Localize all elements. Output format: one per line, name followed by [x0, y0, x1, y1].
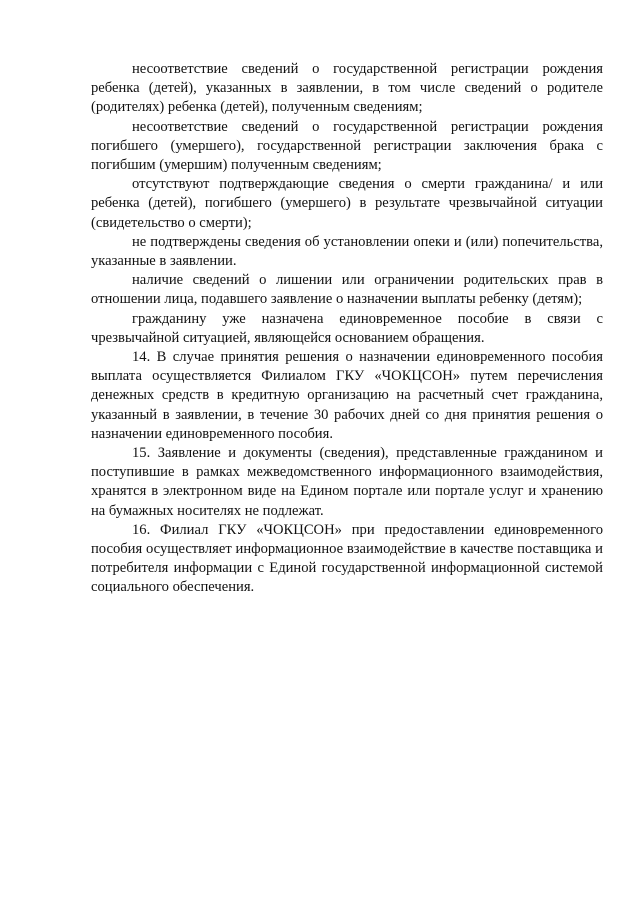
paragraph-mismatch-deceased-registration: несоответствие сведений о государственной регистрации рождения погибшего (умершего), государственной регистрации заключения брака с погибшим (умершим) полученным сведениям;	[91, 118, 603, 174]
paragraph-missing-death-confirmation: отсутствуют подтверждающие сведения о смерти гражданина/ и или ребенка (детей), погибшего (умершего) в результате чрезвычайной ситуации (свидетельство о смерти);	[91, 176, 603, 231]
paragraph-item-16-information-exchange: 16. Филиал ГКУ «ЧОКЦСОН» при предоставлении единовременного пособия осуществляет информационное взаимодействие в качестве поставщика и потребителя информации с Единой государственной информационной системой социального обеспечения.	[91, 521, 603, 596]
paragraph-item-14-payment: 14. В случае принятия решения о назначении единовременного пособия выплата осуществляется Филиалом ГКУ «ЧОКЦСОН» путем перечисления денежных средств в кредитную организацию на расчетный счет гражданина, указанный в заявлении, в течение 30 рабочих дней со дня принятия решения о назначении единовременного пособия.	[91, 349, 603, 442]
paragraph-guardianship-not-confirmed: не подтверждены сведения об установлении опеки и (или) попечительства, указанные в заявлении.	[91, 233, 603, 270]
paragraph-benefit-already-assigned: гражданину уже назначена единовременное пособие в связи с чрезвычайной ситуацией, являющейся основанием обращения.	[91, 310, 603, 346]
paragraph-parental-rights-deprivation: наличие сведений о лишении или ограничении родительских прав в отношении лица, подавшего заявление о назначении выплаты ребенку (детям);	[91, 272, 603, 308]
paragraph-item-15-storage: 15. Заявление и документы (сведения), представленные гражданином и поступившие в рамках межведомственного информационного взаимодействия, хранятся в электронном виде на Едином портале или портале услуг и хранению на бумажных носителях не подлежат.	[91, 445, 603, 519]
paragraph-mismatch-birth-registration: несоответствие сведений о государственной регистрации рождения ребенка (детей), указанных в заявлении, в том числе сведений о родителе (родителях) ребенка (детей), полученным сведениям;	[91, 61, 603, 116]
document-body	[91, 60, 603, 598]
